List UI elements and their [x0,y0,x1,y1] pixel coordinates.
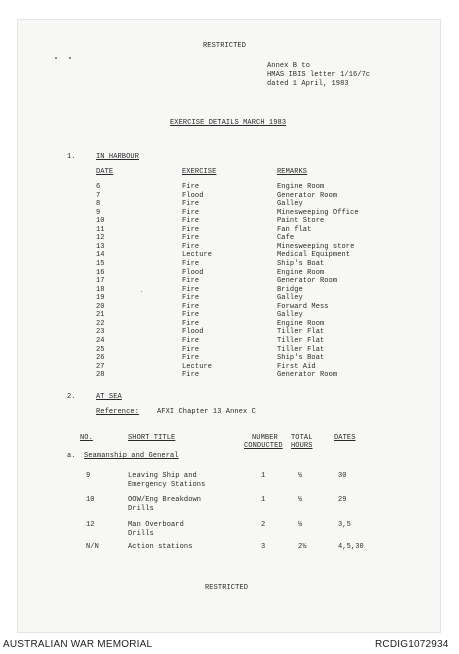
harbour-cell-date: 27 [96,362,105,371]
harbour-cell-exercise: Fire [182,354,200,362]
sea-cell-no: 10 [86,496,95,504]
harbour-cell-date: 20 [96,302,105,311]
harbour-cell-date: 16 [96,268,105,277]
sea-cell-number: 3 [261,543,266,551]
column-header-exercise: EXERCISE [182,168,217,176]
sea-cell-number: 2 [261,521,266,529]
harbour-cell-remarks: Galley [277,294,303,303]
column-header-short-title: SHORT TITLE [128,434,176,442]
sea-cell-dates: 4,5,30 [338,543,364,551]
harbour-cell-exercise: Fire [182,217,200,226]
harbour-cell-remarks: Ship's Boat [277,354,325,362]
harbour-cell-exercise: Lecture [182,362,213,371]
harbour-cell-remarks: Generator Room [277,191,338,200]
sea-cell-hours: ½ [298,472,303,480]
record-id: RCDIG1072934 [375,639,449,650]
harbour-cell-exercise: Fire [182,336,200,345]
column-header-date: DATE [96,168,114,176]
harbour-cell-remarks: Bridge [277,285,303,294]
harbour-cell-exercise: Flood [182,328,204,337]
harbour-cell-date: 22 [96,319,105,328]
harbour-cell-remarks: First Aid [277,362,316,371]
sea-cell-number: 1 [261,496,266,504]
harbour-cell-date: 11 [96,225,105,234]
sea-cell-title2: Emergency Stations [128,481,206,489]
harbour-cell-date: 8 [96,200,101,209]
harbour-cell-exercise: Fire [182,242,200,251]
restricted-header: RESTRICTED [203,42,247,50]
harbour-cell-date: 28 [96,371,105,380]
section-heading: IN HARBOUR [96,153,140,161]
harbour-cell-remarks: Forward Mess [277,302,329,311]
sea-cell-hours: 2½ [298,543,307,551]
harbour-cell-date: 26 [96,354,105,362]
harbour-cell-date: 17 [96,277,105,286]
sea-cell-dates: 3,5 [338,521,351,529]
column-header-no: NO. [80,434,93,442]
letter-line: HMAS IBIS letter 1/16/7c [267,71,371,79]
harbour-cell-exercise: Fire [182,183,200,191]
sea-cell-title2: Drills [128,530,154,538]
dated-line: dated 1 April, 1983 [267,80,349,88]
sea-cell-hours: ½ [298,521,303,529]
harbour-cell-date: 19 [96,294,105,303]
sea-cell-hours: ½ [298,496,303,504]
column-header-conducted: CONDUCTED [244,442,283,450]
harbour-cell-remarks: Engine Room [277,268,325,277]
archive-credit: AUSTRALIAN WAR MEMORIAL [3,639,153,650]
sea-cell-number: 1 [261,472,266,480]
harbour-cell-exercise: Fire [182,225,200,234]
section-number: 1. [67,153,76,161]
column-header-dates: DATES [334,434,356,442]
sea-cell-no: 12 [86,521,95,529]
document-page [18,20,440,632]
hole-mark [69,57,71,59]
harbour-cell-exercise: Fire [182,285,200,294]
harbour-cell-date: 10 [96,217,105,226]
reference-value: AFXI Chapter 13 Annex C [157,408,256,416]
harbour-cell-remarks: Fan flat [277,225,312,234]
column-header-number: NUMBER [252,434,278,442]
harbour-cell-exercise: Fire [182,371,200,380]
sea-cell-title1: Leaving Ship and [128,472,197,480]
sea-cell-title2: Drills [128,505,154,513]
harbour-cell-exercise: Fire [182,259,200,268]
column-header-hours: HOURS [291,442,313,450]
harbour-cell-remarks: Galley [277,200,303,209]
sea-cell-title1: Man Overboard [128,521,184,529]
harbour-cell-exercise: Flood [182,191,204,200]
harbour-cell-date: 25 [96,345,105,354]
harbour-cell-remarks: Tiller Flat [277,336,325,345]
harbour-cell-remarks: Tiller Flat [277,345,325,354]
harbour-cell-exercise: Fire [182,319,200,328]
sea-cell-dates: 29 [338,496,347,504]
stray-mark [141,291,142,292]
sea-cell-dates: 30 [338,472,347,480]
document-title: EXERCISE DETAILS MARCH 1983 [170,119,287,127]
harbour-cell-remarks: Medical Equipment [277,251,351,260]
harbour-cell-remarks: Minesweeping store [277,242,355,251]
harbour-cell-date: 23 [96,328,105,337]
harbour-cell-remarks: Engine Room [277,319,325,328]
harbour-cell-exercise: Fire [182,234,200,243]
restricted-footer: RESTRICTED [205,584,249,592]
harbour-cell-date: 9 [96,208,101,217]
harbour-cell-exercise: Fire [182,208,200,217]
subsection-letter: a. [67,452,76,460]
column-header-remarks: REMARKS [277,168,308,176]
sea-cell-no: N/N [86,543,99,551]
harbour-cell-remarks: Tiller Flat [277,328,325,337]
harbour-cell-exercise: Lecture [182,251,213,260]
hole-mark [55,57,57,59]
harbour-cell-date: 24 [96,336,105,345]
harbour-cell-date: 7 [96,191,101,200]
harbour-cell-remarks: Generator Room [277,371,338,380]
harbour-cell-date: 13 [96,242,105,251]
harbour-cell-exercise: Fire [182,277,200,286]
annex-line: Annex B to [267,62,311,70]
subsection-heading: Seamanship and General [84,452,179,460]
harbour-cell-exercise: Fire [182,311,200,320]
harbour-cell-date: 14 [96,251,105,260]
sea-cell-no: 9 [86,472,91,480]
harbour-cell-remarks: Ship's Boat [277,259,325,268]
harbour-cell-exercise: Fire [182,345,200,354]
harbour-cell-remarks: Galley [277,311,303,320]
harbour-cell-date: 15 [96,259,105,268]
harbour-cell-remarks: Generator Room [277,277,338,286]
harbour-cell-date: 21 [96,311,105,320]
harbour-cell-exercise: Fire [182,294,200,303]
sea-cell-title1: OOW/Eng Breakdown [128,496,202,504]
harbour-cell-remarks: Engine Room [277,183,325,191]
harbour-cell-exercise: Flood [182,268,204,277]
harbour-cell-date: 12 [96,234,105,243]
harbour-cell-date: 18 [96,285,105,294]
sea-cell-title1: Action stations [128,543,193,551]
column-header-total: TOTAL [291,434,313,442]
harbour-cell-remarks: Cafe [277,234,295,243]
reference-label: Reference: [96,408,140,416]
section-number: 2. [67,393,76,401]
harbour-cell-exercise: Fire [182,302,200,311]
harbour-cell-date: 6 [96,183,101,191]
harbour-cell-exercise: Fire [182,200,200,209]
harbour-cell-remarks: Paint Store [277,217,325,226]
section-heading: AT SEA [96,393,122,401]
harbour-cell-remarks: Minesweeping Office [277,208,359,217]
